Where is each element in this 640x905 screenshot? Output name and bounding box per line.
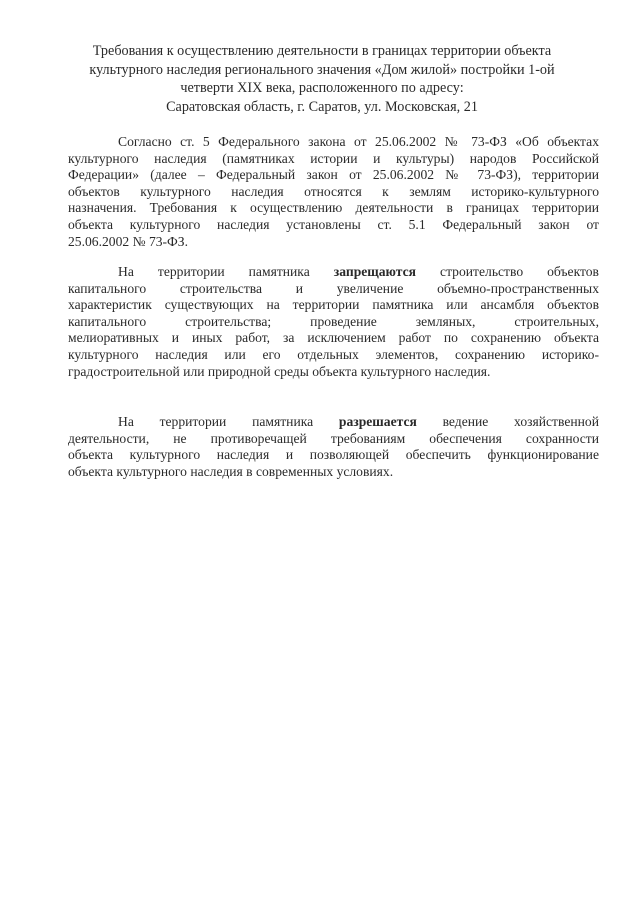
- paragraph-line: мелиоративных и иных работ, за исключением работ по сохранению объекта: [68, 330, 599, 346]
- paragraph-line: культурного наследия или его отдельных элементов, сохранению историко-: [68, 346, 599, 362]
- lead-text: строительство объектов: [440, 264, 599, 279]
- paragraph-line: капитального строительства и увеличение объемно-пространственных: [68, 280, 599, 296]
- prohibited-keyword: запрещаются: [333, 264, 417, 279]
- paragraph-line: объекта культурного наследия в современных условиях.: [68, 463, 394, 479]
- paragraph-line: объектов культурного наследия относятся к землям историко-культурного: [68, 183, 599, 199]
- title-line: четверти XIX века, расположенного по адресу:: [180, 80, 464, 96]
- paragraph-line: назначения. Требования к осуществлению деятельности в границах территории: [68, 200, 599, 216]
- lead-text: ведение хозяйственной: [442, 414, 599, 429]
- permitted-keyword: разрешается: [338, 414, 417, 429]
- lead-text: На территории памятника: [118, 414, 314, 429]
- paragraph-line: капитального строительства; проведение земляных, строительных,: [68, 313, 599, 329]
- paragraph-line: Согласно ст. 5 Федерального закона от 25.06.2002 № 73-ФЗ «Об объектах: [118, 134, 599, 149]
- paragraph-line: объекта культурного наследия и позволяющей обеспечить функционирование: [68, 447, 599, 463]
- paragraph-line: характеристик существующих на территории памятника или ансамбля объектов: [68, 297, 599, 313]
- paragraph-legal-basis: [68, 134, 599, 250]
- paragraph-prohibited: [68, 264, 599, 380]
- paragraph-lead-line: [68, 414, 599, 431]
- paragraph-permitted: [68, 414, 599, 480]
- paragraph-line: объекта культурного наследия установлены ст. 5.1 Федеральный закон от: [68, 216, 599, 232]
- paragraph-line: Федерации» (далее – Федеральный закон от 25.06.2002 № 73-ФЗ), территории: [68, 167, 599, 183]
- paragraph-lead-line: [68, 264, 599, 281]
- paragraph-line: культурного наследия (памятниках истории и культуры) народов Российской: [68, 150, 599, 166]
- title-address-line: Саратовская область, г. Саратов, ул. Московская, 21: [166, 98, 478, 115]
- title-line: Требования к осуществлению деятельности в границах территории объекта: [92, 43, 552, 59]
- paragraph-line: 25.06.2002 № 73-ФЗ.: [68, 233, 189, 249]
- title-line: культурного наследия регионального значения «Дом жилой» постройки 1-ой: [89, 61, 555, 78]
- lead-text: На территории памятника: [118, 264, 310, 279]
- paragraph-line: градостроительной или природной среды объекта культурного наследия.: [68, 363, 491, 379]
- document-title: [70, 42, 574, 116]
- paragraph-line: деятельности, не противоречащей требованиям обеспечения сохранности: [68, 430, 599, 446]
